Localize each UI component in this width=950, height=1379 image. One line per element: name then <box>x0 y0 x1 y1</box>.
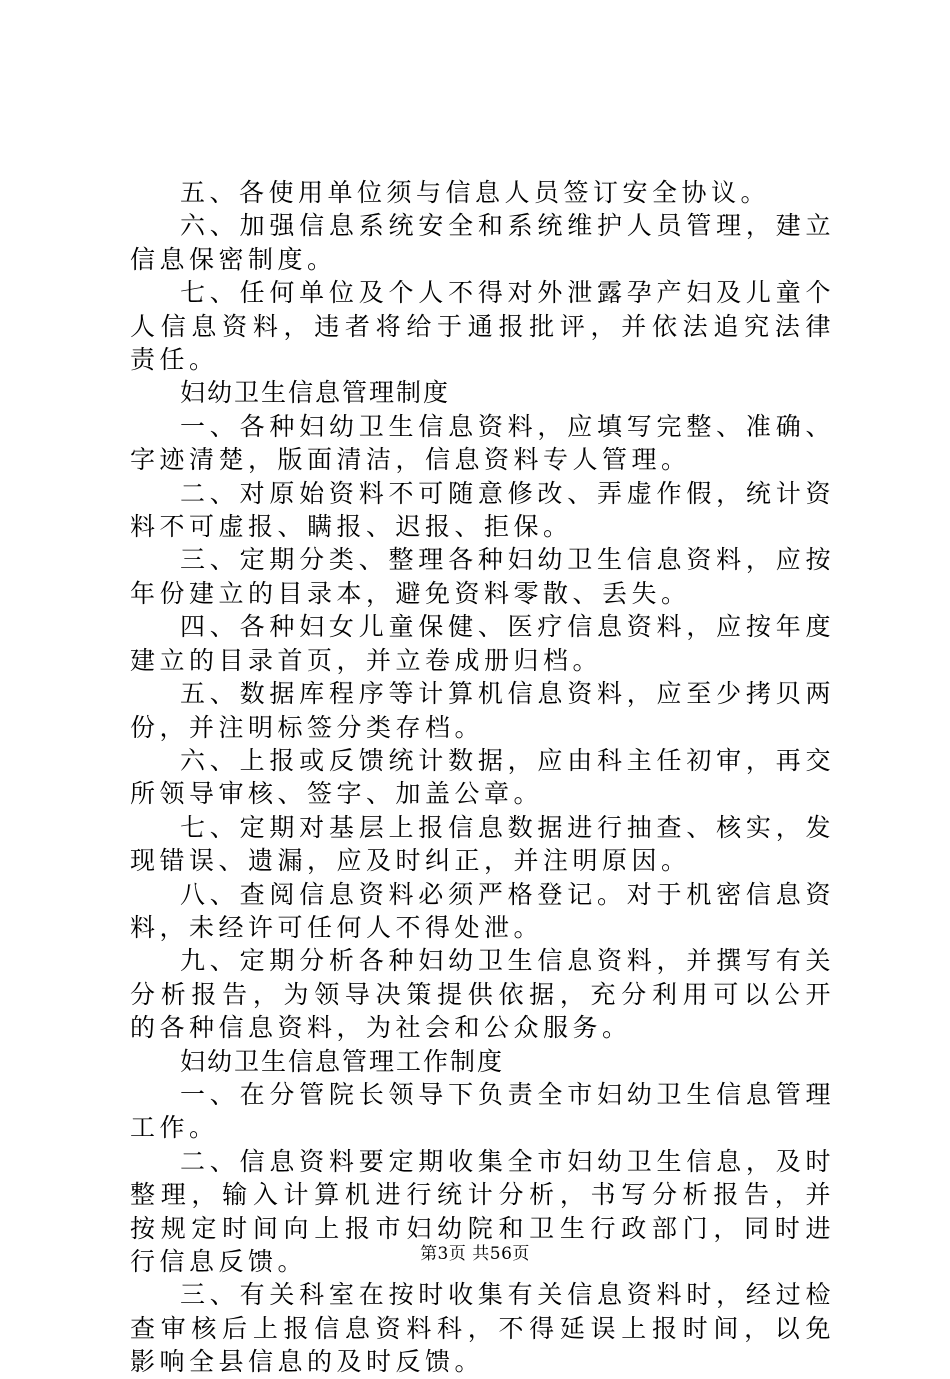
paragraph-item: 八、查阅信息资料必须严格登记。对于机密信息资料，未经许可任何人不得处泄。 <box>130 879 835 942</box>
paragraph-item: 二、信息资料要定期收集全市妇幼卫生信息，及时整理，输入计算机进行统计分析，书写分析报告，并按规定时间向上报市妇幼院和卫生行政部门，同时进行信息反馈。 <box>130 1146 835 1276</box>
paragraph-item: 四、各种妇女儿童保健、医疗信息资料，应按年度建立的目录首页，并立卷成册归档。 <box>130 612 835 675</box>
paragraph-item: 三、定期分类、整理各种妇幼卫生信息资料，应按年份建立的目录本，避免资料零散、丢失。 <box>130 545 835 608</box>
paragraph-item: 五、各使用单位须与信息人员签订安全协议。 <box>180 178 771 207</box>
section-heading: 妇幼卫生信息管理制度 <box>180 378 451 408</box>
paragraph-item: 三、有关科室在按时收集有关信息资料时，经过检查审核后上报信息资料科，不得延误上报时间，以免影响全县信息的及时反馈。 <box>130 1280 835 1377</box>
paragraph-item: 九、定期分析各种妇幼卫生信息资料，并撰写有关分析报告，为领导决策提供依据，充分利用可以公开的各种信息资料，为社会和公众服务。 <box>130 946 835 1043</box>
page-footer: 第3页 共56页 <box>420 1244 530 1264</box>
paragraph-item: 一、在分管院长领导下负责全市妇幼卫生信息管理工作。 <box>130 1079 835 1143</box>
paragraph-item: 七、定期对基层上报信息数据进行抽查、核实，发现错误、遗漏，应及时纠正，并注明原因。 <box>130 812 835 876</box>
paragraph-item: 六、加强信息系统安全和系统维护人员管理，建立信息保密制度。 <box>130 211 835 274</box>
paragraph-item: 五、数据库程序等计算机信息资料，应至少拷贝两份，并注明标签分类存档。 <box>130 679 835 742</box>
paragraph-item: 六、上报或反馈统计数据，应由科主任初审，再交所领导审核、签字、加盖公章。 <box>130 745 835 809</box>
document-body <box>130 176 835 1379</box>
paragraph-item: 七、任何单位及个人不得对外泄露孕产妇及儿童个人信息资料，违者将给于通报批评，并依法追究法律责任。 <box>130 278 835 375</box>
paragraph-item: 一、各种妇幼卫生信息资料，应填写完整、准确、字迹清楚，版面清洁，信息资料专人管理。 <box>130 411 835 475</box>
section-heading: 妇幼卫生信息管理工作制度 <box>180 1046 505 1076</box>
paragraph-item: 二、对原始资料不可随意修改、弄虚作假，统计资料不可虚报、瞒报、迟报、拒保。 <box>130 478 835 542</box>
